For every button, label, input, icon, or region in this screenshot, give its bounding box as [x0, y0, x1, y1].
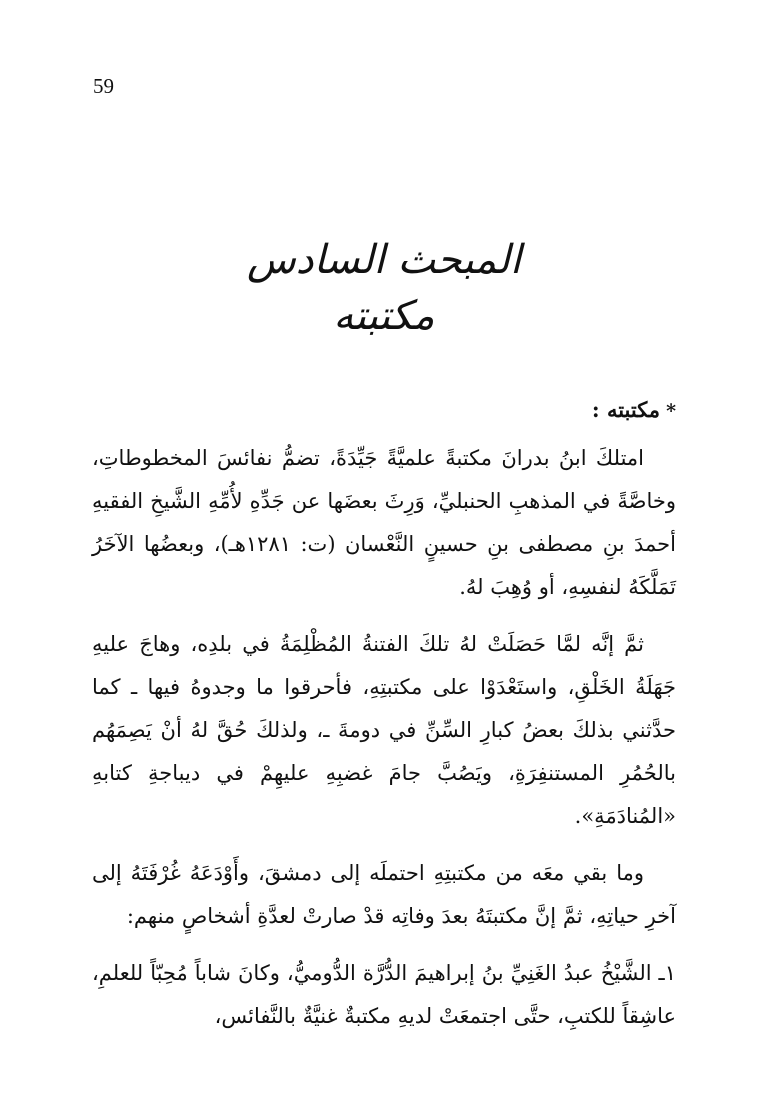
- list-item-owner-1: ١ـ الشَّيْخُ عبدُ الغَنِيِّ بنُ إبراهيمَ الدُّرَّة الدُّوميُّ، وكانَ شاباً مُحِبّاً للعلمِ، عاشِقاً للكتبِ، حتَّى اجتمعَتْ لديهِ مكتبةٌ غنيَّةٌ بالنَّفائس،: [92, 961, 676, 1028]
- chapter-title: المبحث السادس: [246, 237, 522, 283]
- paragraph-damascus: وما بقي معَه من مكتبتِهِ احتملَه إلى دمشقَ، وأَوْدَعَهُ غُرْفَتَهُ إلى آخرِ حياتِهِ، ثمَّ إنَّ مكتبتَهُ بعدَ وفاتِه قدْ صارتْ لعدَّةِ أشخاصٍ منهم:: [92, 861, 676, 928]
- title-block: [0, 232, 768, 344]
- page-number: 59: [93, 74, 114, 98]
- body-text: [92, 390, 676, 1052]
- paragraph-fitna-burning: ثمَّ إنَّه لمَّا حَصَلَتْ لهُ تلكَ الفتنةُ المُظْلِمَةُ في بلدِه، وهاجَ عليهِ جَهَلَةُ الخَلْقِ، واستَعْدَوْا على مكتبتِهِ، فأحرقوا ما وجدوهُ فيها ـ كما حدَّثني بذلكَ بعضُ كبارِ السِّنِّ في دومةَ ـ، ولذلكَ حُقَّ لهُ أنْ يَصِمَهُم بالحُمُرِ المستنفِرَةِ، ويَصُبَّ جامَ غضبِهِ عليهِمْ في ديباجةِ كتابهِ «المُنادَمَةِ».: [92, 632, 676, 828]
- subheading: [92, 390, 676, 431]
- star-bullet-icon: *: [666, 400, 676, 422]
- paragraph-library-origin: امتلكَ ابنُ بدرانَ مكتبةً علميَّةً جَيِّدَةً، تضمُّ نفائسَ المخطوطاتِ، وخاصَّةً في المذهبِ الحنبليِّ، وَرِثَ بعضَها عن جَدِّهِ لأُمِّهِ الشَّيخِ الفقيهِ أحمدَ بنِ مصطفى بنِ حسينٍ النَّعْسان (ت: ١٢٨١هـ)، وبعضُها الآخَرُ تَمَلَّكَهُ لنفسِهِ، أو وُهِبَ لهُ.: [92, 446, 676, 599]
- subheading-label: مكتبته :: [591, 397, 661, 422]
- section-title: مكتبته: [333, 293, 435, 339]
